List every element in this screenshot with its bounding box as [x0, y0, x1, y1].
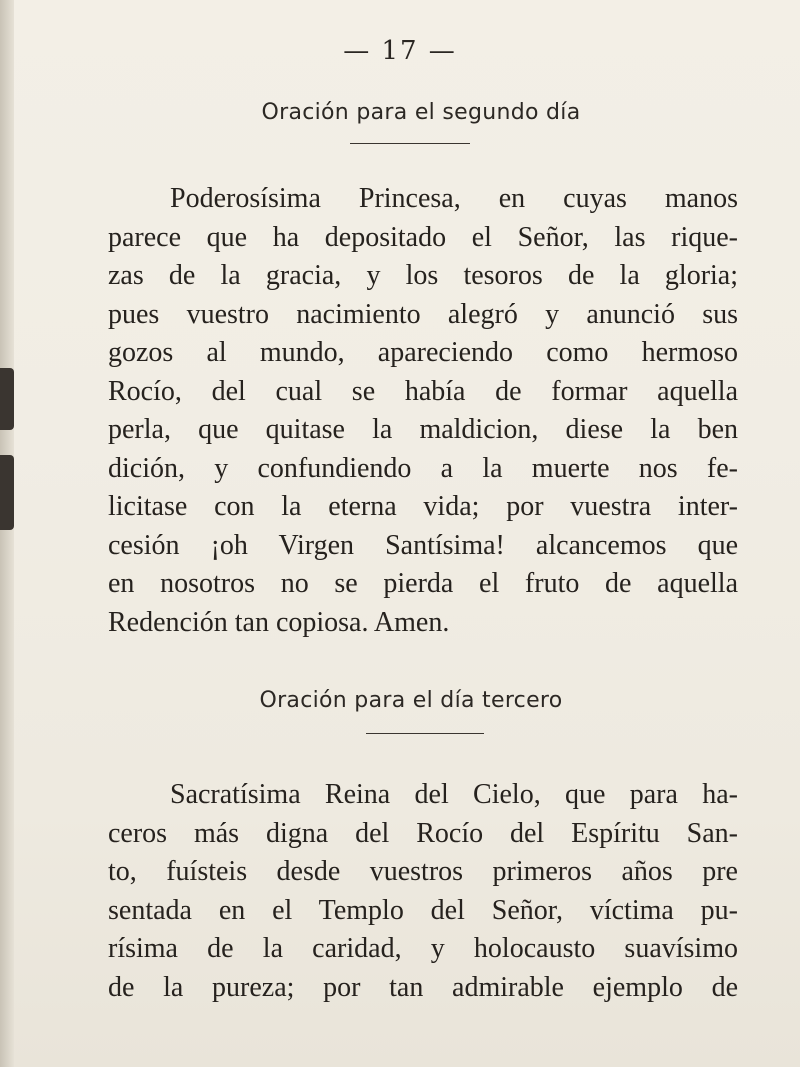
text-line: rísima de la caridad, y holocausto suavísimo [108, 933, 738, 964]
text-line: to, fuísteis desde vuestros primeros años pre [108, 856, 738, 887]
text-line: cesión ¡oh Virgen Santísima! alcancemos que [108, 529, 738, 561]
text-line: de la pureza; por tan admirable ejemplo de [108, 971, 738, 1003]
prayer-paragraph-1 [108, 180, 738, 642]
text-line: pues vuestro nacimiento alegró y anunció sus [108, 298, 738, 330]
text-line: sentada en el Templo del Señor, víctima pu- [108, 894, 738, 926]
binding-clip-bottom [0, 455, 14, 530]
title-underline [350, 143, 470, 144]
section-title-segundo-dia: Oración para el segundo día [261, 100, 581, 125]
text-line: zas de la gracia, y los tesoros de la gloria; [108, 260, 738, 291]
page-number: — 17 — [343, 36, 457, 66]
text-line: ceros más digna del Rocío del Espíritu San- [108, 817, 738, 849]
text-line: Poderosísima Princesa, en cuyas manos [170, 183, 738, 214]
text-line: licitase con la eterna vida; por vuestra inter- [108, 491, 738, 522]
section-title-dia-tercero: Oración para el día tercero [259, 688, 563, 713]
text-line: perla, que quitase la maldicion, diese la ben [108, 414, 738, 445]
text-line: parece que ha depositado el Señor, las rique- [108, 221, 738, 253]
prayer-paragraph-2 [108, 776, 738, 1007]
text-line: gozos al mundo, apareciendo como hermoso [108, 337, 738, 368]
binding-clip-top [0, 368, 14, 430]
text-line: en nosotros no se pierda el fruto de aquella [108, 568, 738, 599]
title-underline [366, 733, 484, 734]
page-gutter-shadow [0, 0, 14, 1067]
text-line: Rocío, del cual se había de formar aquella [108, 375, 738, 407]
text-line: dición, y confundiendo a la muerte nos fe- [108, 452, 738, 484]
text-line: Sacratísima Reina del Cielo, que para ha- [170, 779, 738, 810]
text-line: Redención tan copiosa. Amen. [108, 606, 450, 638]
